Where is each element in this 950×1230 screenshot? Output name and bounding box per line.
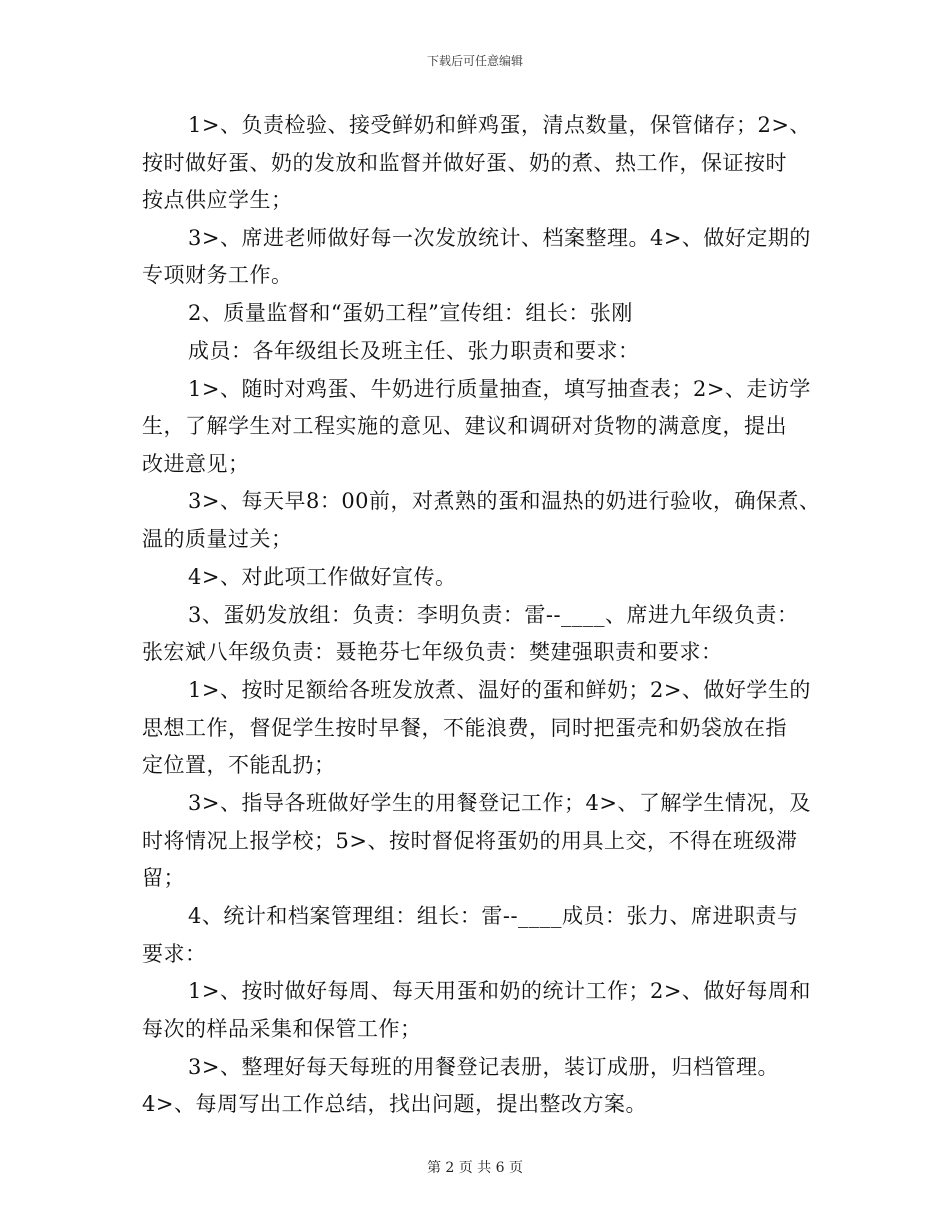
text-line: 3>、每天早8：00前，对煮熟的蛋和温热的奶进行验收，确保煮、 xyxy=(188,489,821,513)
text-line: 按时做好蛋、奶的发放和监督并做好蛋、奶的煮、热工作，保证按时 xyxy=(142,151,787,175)
text-line: 要求： xyxy=(142,942,207,966)
text-line: 生，了解学生对工程实施的意见、建议和调研对货物的满意度，提出 xyxy=(142,414,787,438)
section-heading: 3、蛋奶发放组：负责：李明负责：雷--____、席进九年级负责： xyxy=(188,603,799,627)
text-line: 3>、席进老师做好每一次发放统计、档案整理。4>、做好定期的 xyxy=(188,226,811,250)
text-line: 按点供应学生； xyxy=(142,188,293,212)
text-line: 1>、负责检验、接受鲜奶和鲜鸡蛋，清点数量，保管储存；2>、 xyxy=(188,113,811,137)
text-line: 改进意见； xyxy=(142,452,250,476)
text-line: 4>、每周写出工作总结，找出问题，提出整改方案。 xyxy=(142,1092,647,1116)
page-number: 第 2 页 共 6 页 xyxy=(426,1160,524,1176)
text-line: 4>、对此项工作做好宣传。 xyxy=(188,565,457,589)
text-line: 1>、按时做好每周、每天用蛋和奶的统计工作；2>、做好每周和 xyxy=(188,979,811,1003)
page-header: 下载后可任意编辑 xyxy=(426,54,523,68)
text-line: 张宏斌八年级负责：聂艳芬七年级负责：樊建强职责和要求： xyxy=(142,640,723,664)
text-line: 定位置，不能乱扔； xyxy=(142,753,336,777)
text-line: 1>、随时对鸡蛋、牛奶进行质量抽查，填写抽查表；2>、走访学 xyxy=(188,377,811,401)
text-line: 每次的样品采集和保管工作； xyxy=(142,1017,422,1041)
text-line: 专项财务工作。 xyxy=(142,263,293,287)
text-line: 3>、指导各班做好学生的用餐登记工作；4>、了解学生情况，及 xyxy=(188,791,811,815)
section-heading: 2、质量监督和“蛋奶工程”宣传组：组长：张刚 xyxy=(188,301,633,325)
text-line: 1>、按时足额给各班发放煮、温好的蛋和鲜奶；2>、做好学生的 xyxy=(188,678,811,702)
text-line: 3>、整理好每天每班的用餐登记表册，装订成册，归档管理。 xyxy=(188,1055,779,1079)
text-line: 成员：各年级组长及班主任、张力职责和要求： xyxy=(188,339,640,363)
text-line: 温的质量过关； xyxy=(142,527,293,551)
text-line: 留； xyxy=(142,866,185,890)
text-line: 思想工作，督促学生按时早餐，不能浪费，同时把蛋壳和奶袋放在指 xyxy=(142,716,787,740)
text-line: 时将情况上报学校；5>、按时督促将蛋奶的用具上交，不得在班级滞 xyxy=(142,829,798,853)
section-heading: 4、统计和档案管理组：组长：雷--____成员：张力、席进职责与 xyxy=(188,904,799,928)
